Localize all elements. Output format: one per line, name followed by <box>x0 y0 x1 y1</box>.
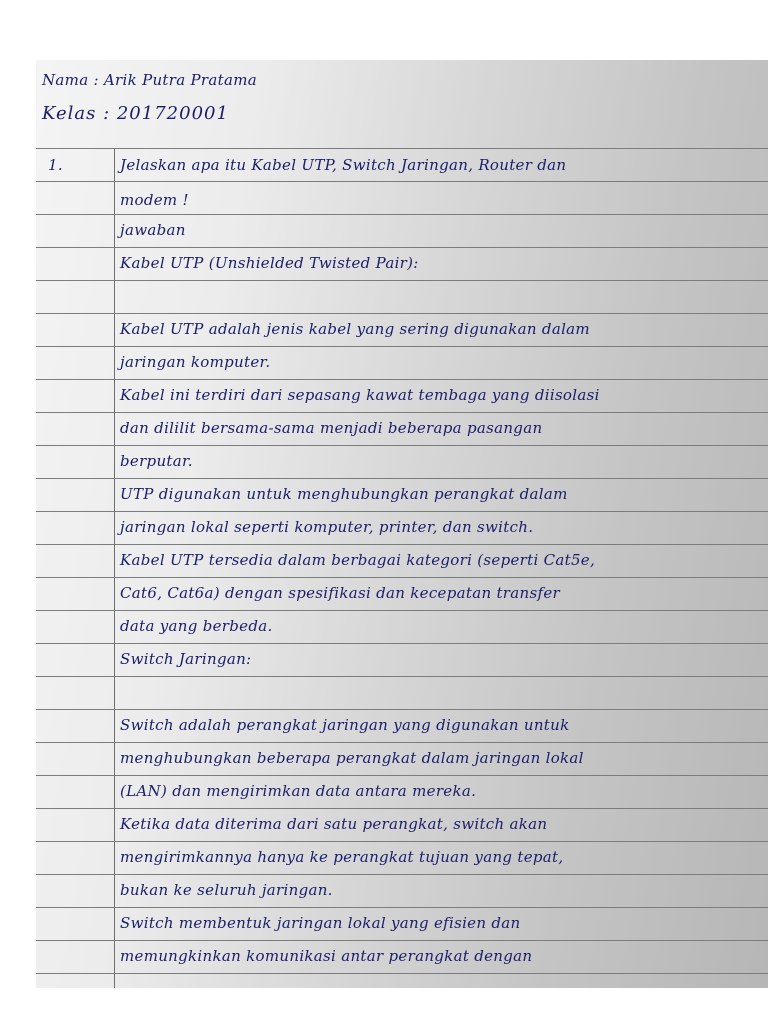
answer-line: Kabel UTP tersedia dalam berbagai kategori (seperti Cat5e, <box>120 551 596 569</box>
answer-line: jaringan lokal seperti komputer, printer, dan switch. <box>120 518 534 536</box>
ruled-line <box>36 808 768 809</box>
answer-line: menghubungkan beberapa perangkat dalam jaringan lokal <box>120 749 584 767</box>
answer-line: Switch adalah perangkat jaringan yang digunakan untuk <box>120 716 570 734</box>
ruled-line <box>36 214 768 215</box>
ruled-line <box>36 907 768 908</box>
ruled-line <box>36 445 768 446</box>
ruled-line <box>36 775 768 776</box>
answer-line: Switch Jaringan: <box>120 650 252 668</box>
question-text-line-2: modem ! <box>120 191 189 209</box>
ruled-line <box>36 346 768 347</box>
answer-line: Kabel UTP adalah jenis kabel yang sering digunakan dalam <box>120 320 590 338</box>
ruled-line <box>36 511 768 512</box>
student-name: Nama : Arik Putra Pratama <box>42 71 257 89</box>
ruled-line <box>36 841 768 842</box>
answer-line: jawaban <box>120 221 186 239</box>
answer-line: dan dililit bersama-sama menjadi beberapa pasangan <box>120 419 543 437</box>
ruled-line <box>36 313 768 314</box>
ruled-line <box>36 973 768 974</box>
ruled-line <box>36 874 768 875</box>
answer-line: data yang berbeda. <box>120 617 273 635</box>
answer-line: Ketika data diterima dari satu perangkat, switch akan <box>120 815 548 833</box>
question-text-line-1: Jelaskan apa itu Kabel UTP, Switch Jaringan, Router dan <box>120 156 567 174</box>
answer-line: Cat6, Cat6a) dengan spesifikasi dan kecepatan transfer <box>120 584 560 602</box>
question-number: 1. <box>48 156 63 174</box>
ruled-line <box>36 280 768 281</box>
answer-line: memungkinkan komunikasi antar perangkat dengan <box>120 947 533 965</box>
ruled-line <box>36 478 768 479</box>
ruled-line <box>36 940 768 941</box>
ruled-line <box>36 577 768 578</box>
answer-line: jaringan komputer. <box>120 353 271 371</box>
answer-line: Kabel UTP (Unshielded Twisted Pair): <box>120 254 419 272</box>
ruled-line <box>36 709 768 710</box>
ruled-line <box>36 181 768 182</box>
ruled-line <box>36 148 768 149</box>
student-class: Kelas : 201720001 <box>42 103 229 124</box>
answer-line: Switch membentuk jaringan lokal yang efisien dan <box>120 914 521 932</box>
ruled-line <box>36 412 768 413</box>
margin-line <box>114 148 115 988</box>
answer-line: mengirimkannya hanya ke perangkat tujuan yang tepat, <box>120 848 564 866</box>
ruled-line <box>36 742 768 743</box>
answer-line: (LAN) dan mengirimkan data antara mereka. <box>120 782 477 800</box>
ruled-line <box>36 379 768 380</box>
ruled-line <box>36 676 768 677</box>
answer-line: bukan ke seluruh jaringan. <box>120 881 333 899</box>
ruled-line <box>36 247 768 248</box>
answer-line: berputar. <box>120 452 193 470</box>
ruled-line <box>36 643 768 644</box>
ruled-line <box>36 610 768 611</box>
ruled-line <box>36 544 768 545</box>
answer-line: UTP digunakan untuk menghubungkan perangkat dalam <box>120 485 568 503</box>
answer-line: Kabel ini terdiri dari sepasang kawat tembaga yang diisolasi <box>120 386 600 404</box>
